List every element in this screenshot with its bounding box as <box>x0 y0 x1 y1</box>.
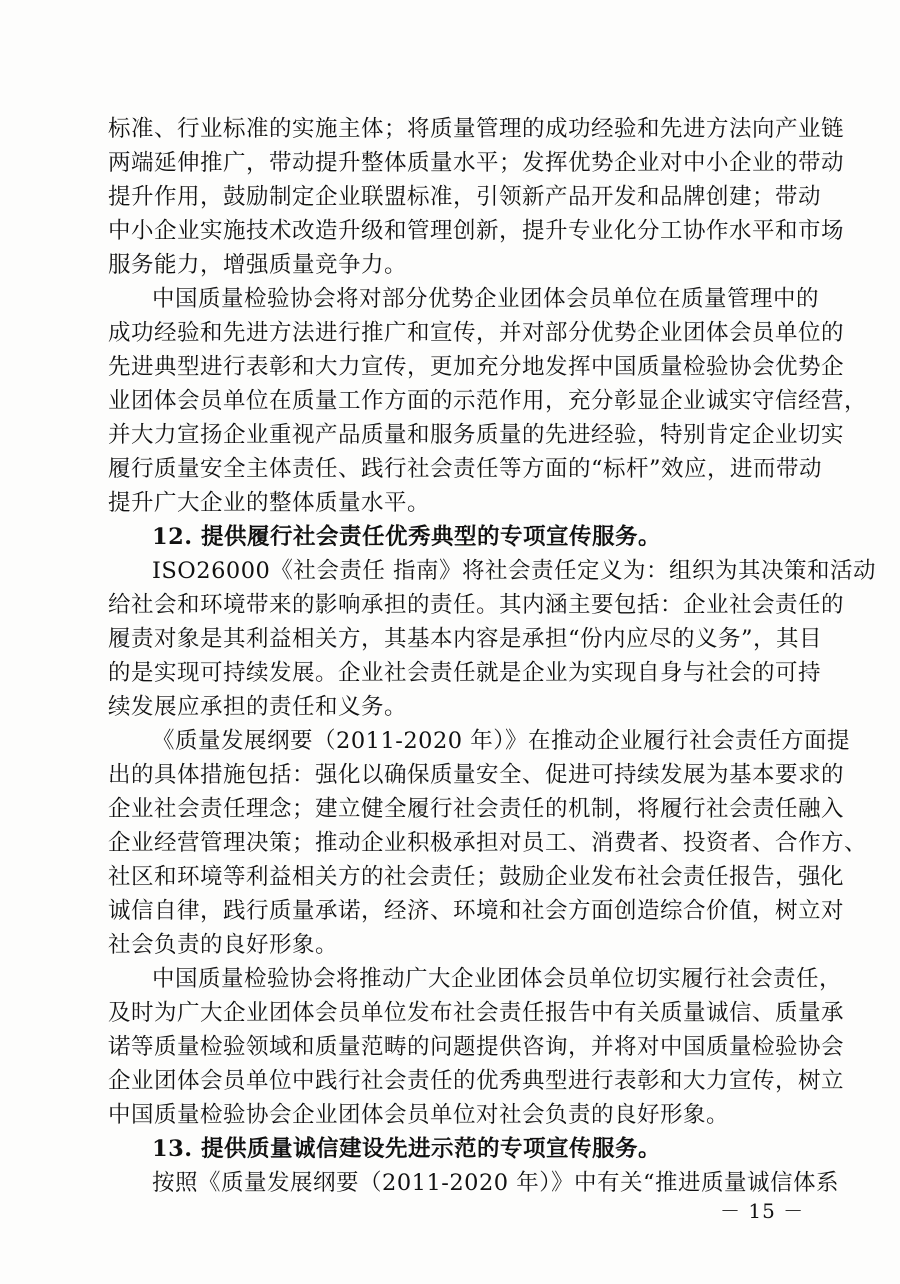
text-line: 社会负责的良好形象。 <box>108 932 339 958</box>
text-line: 成功经验和先进方法进行推广和宣传，并对部分优势企业团体会员单位的 <box>108 320 845 346</box>
text-line: 并大力宣扬企业重视产品质量和服务质量的先进经验，特别肯定企业切实 <box>108 422 845 448</box>
section-heading: 12. 提供履行社会责任优秀典型的专项宣传服务。 <box>152 524 661 550</box>
text-line: 中国质量检验协会将对部分优势企业团体会员单位在质量管理中的 <box>152 286 820 312</box>
text-line: 两端延伸推广，带动提升整体质量水平；发挥优势企业对中小企业的带动 <box>108 150 845 176</box>
text-line: 服务能力，增强质量竞争力。 <box>108 252 408 278</box>
text-line: 企业社会责任理念；建立健全履行社会责任的机制，将履行社会责任融入 <box>108 796 845 822</box>
text-line: 履行质量安全主体责任、践行社会责任等方面的“标杆”效应，进而带动 <box>108 456 823 482</box>
text-line: 中国质量检验协会企业团体会员单位对社会负责的良好形象。 <box>108 1102 730 1128</box>
text-line: 诚信自律，践行质量承诺，经济、环境和社会方面创造综合价值，树立对 <box>108 898 845 924</box>
text-line: 中小企业实施技术改造升级和管理创新，提升专业化分工协作水平和市场 <box>108 218 845 244</box>
text-line: 社区和环境等利益相关方的社会责任；鼓励企业发布社会责任报告，强化 <box>108 864 845 890</box>
text-line: 提升作用，鼓励制定企业联盟标准，引领新产品开发和品牌创建；带动 <box>108 184 822 210</box>
section-heading: 13. 提供质量诚信建设先进示范的专项宣传服务。 <box>152 1136 661 1162</box>
text-line: 给社会和环境带来的影响承担的责任。其内涵主要包括：企业社会责任的 <box>108 592 845 618</box>
text-line: 的是实现可持续发展。企业社会责任就是企业为实现自身与社会的可持 <box>108 660 822 686</box>
text-line: 业团体会员单位在质量工作方面的示范作用，充分彰显企业诚实守信经营， <box>108 388 868 414</box>
text-line: ISO26000《社会责任 指南》将社会责任定义为：组织为其决策和活动 <box>152 558 876 584</box>
text-line: 标准、行业标准的实施主体；将质量管理的成功经验和先进方法向产业链 <box>108 116 845 142</box>
page-number: － 15 － <box>720 1199 805 1223</box>
text-line: 出的具体措施包括：强化以确保质量安全、促进可持续发展为基本要求的 <box>108 762 845 788</box>
text-line: 履责对象是其利益相关方，其基本内容是承担“份内应尽的义务”，其目 <box>108 626 823 652</box>
text-line: 提升广大企业的整体质量水平。 <box>108 490 431 516</box>
text-line: 中国质量检验协会将推动广大企业团体会员单位切实履行社会责任， <box>152 966 843 992</box>
text-line: 企业团体会员单位中践行社会责任的优秀典型进行表彰和大力宣传，树立 <box>108 1068 845 1094</box>
text-line: 诺等质量检验领域和质量范畴的问题提供咨询，并将对中国质量检验协会 <box>108 1034 845 1060</box>
text-line: 按照《质量发展纲要（2011-2020 年）》中有关“推进质量诚信体系 <box>152 1170 840 1196</box>
text-line: 先进典型进行表彰和大力宣传，更加充分地发挥中国质量检验协会优势企 <box>108 354 845 380</box>
text-line: 《质量发展纲要（2011-2020 年）》在推动企业履行社会责任方面提 <box>152 728 851 754</box>
text-line: 企业经营管理决策；推动企业积极承担对员工、消费者、投资者、合作方、 <box>108 830 868 856</box>
text-line: 及时为广大企业团体会员单位发布社会责任报告中有关质量诚信、质量承 <box>108 1000 845 1026</box>
text-line: 续发展应承担的责任和义务。 <box>108 694 408 720</box>
